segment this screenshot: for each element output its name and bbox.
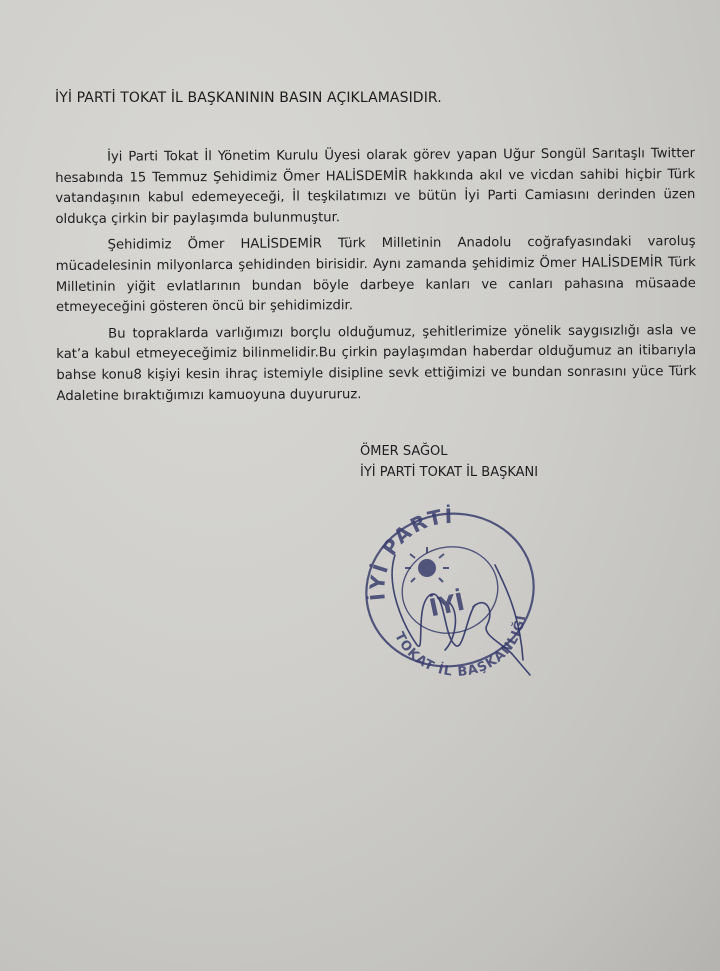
paragraph-1: İyi Parti Tokat İl Yönetim Kurulu Üyesi olarak görev yapan Uğur Songül Sarıtaşlı Twitter hesabında 15 Temmuz Şehidimiz Ömer HALİSDEMİR hakkında akıl ve vicdan sahibi hiçbir Türk vatandaşının kabul edemeyeceği, İl teşkilatımızı ve bütün İyi Parti Camiasını derinden üzen oldukça çirkin bir paylaşımda bulunmuştur. [55, 146, 696, 227]
stamp-bottom-text: TOKAT İL BAŞKANLIĞI [391, 613, 530, 680]
stamp-center-text: İYİ [426, 587, 468, 623]
paragraph-2: Şehidimiz Ömer HALİSDEMİR Türk Milletinin Anadolu coğrafyasındaki varoluş mücadelesinin milyonlarca şehidinden birisidir. Aynı zamanda şehidimiz Ömer HALİSDEMİR Türk Milletinin yiğit evlatlarının bundan böyle darbeye kanları ve canları pahasına müsaade etmeyeceğini gösteren öncü bir şehidimizdir. [55, 234, 696, 316]
signature-block [360, 441, 538, 483]
sun-icon [405, 547, 449, 582]
official-stamp [355, 495, 545, 685]
document-title: İYİ PARTİ TOKAT İL BAŞKANININ BASIN AÇIKLAMASIDIR. [55, 90, 442, 106]
signatory-title: İYİ PARTİ TOKAT İL BAŞKANI [360, 465, 539, 480]
document-body [55, 144, 697, 413]
stamp-top-text: İYİ PARTİ [364, 503, 455, 602]
paragraph-3: Bu topraklarda varlığımızı borçlu olduğumuz, şehitlerimize yönelik saygısızlığı asla ve kat’a kabul etmeyeceğimiz bilinmelidir.Bu çirkin paylaşımdan haberdar olduğumuz an itibarıyla bahse konu8 kişiyi kesin ihraç istemiyle disipline sevk ettiğimizi ve bundan sonrasını yüce Türk Adaletine bıraktığımızı kamuoyuna duyururuz. [56, 322, 697, 404]
signatory-name: ÖMER SAĞOL [360, 444, 448, 459]
